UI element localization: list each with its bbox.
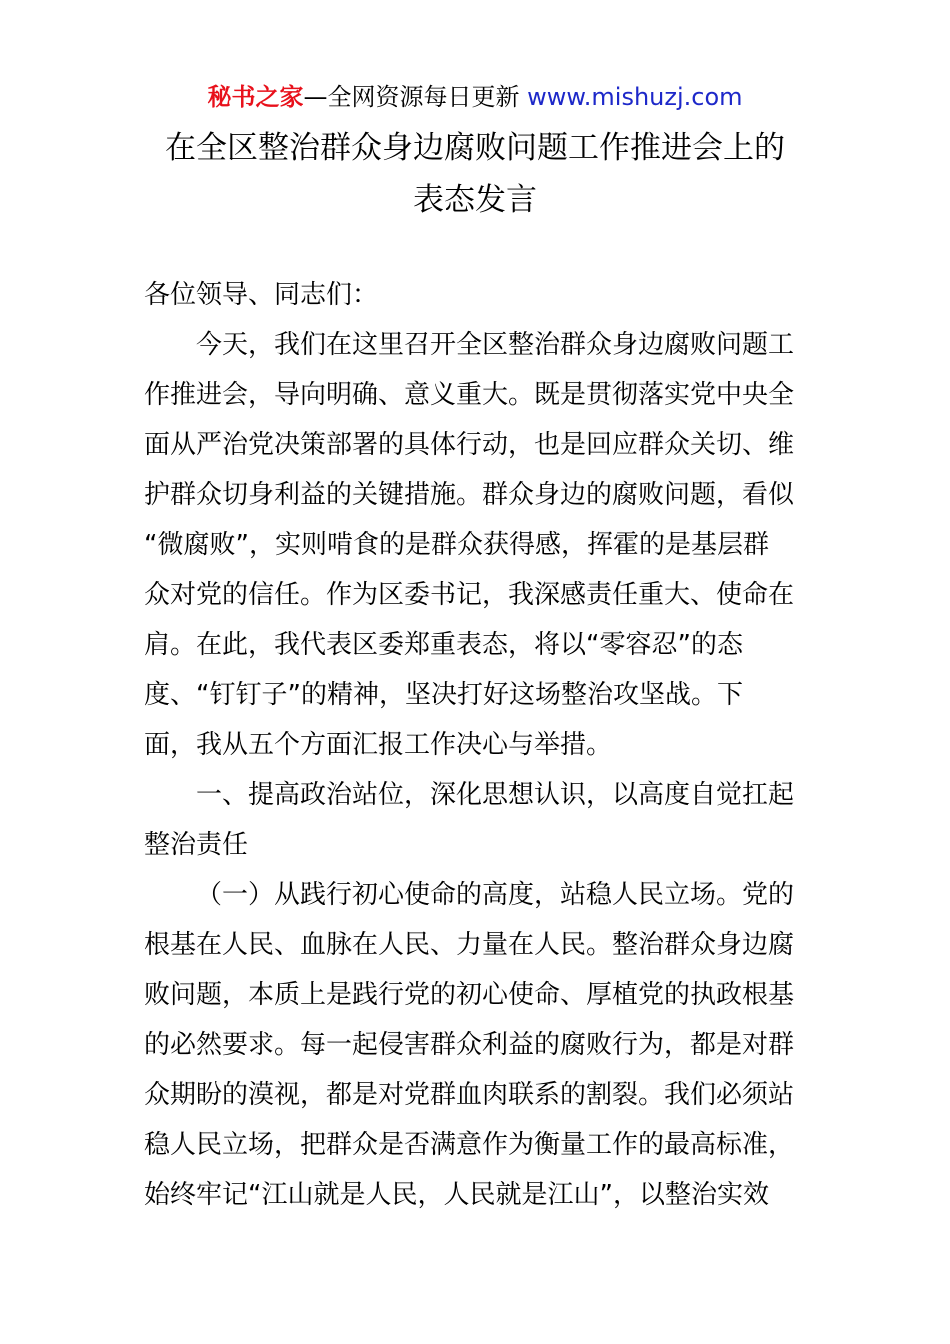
section-heading: 一、提高政治站位，深化思想认识，以高度自觉扛起	[196, 780, 795, 810]
text-line: 度、“钉钉子”的精神，坚决打好这场整治攻坚战。下	[144, 680, 743, 710]
text-line: 根基在人民、血脉在人民、力量在人民。整治群众身边腐	[144, 930, 795, 960]
site-tagline: —全网资源每日更新	[303, 83, 528, 111]
text-line: “微腐败”，实则啃食的是群众获得感，挥霍的是基层群	[144, 530, 769, 560]
site-url-link[interactable]: www.mishuzj.com	[527, 83, 743, 111]
title-line-2: 表态发言	[413, 182, 537, 218]
text-line: 的必然要求。每一起侵害群众利益的腐败行为，都是对群	[144, 1030, 795, 1060]
document-body	[144, 270, 824, 1220]
site-brand: 秘书之家	[207, 83, 304, 111]
text-line: 作推进会，导向明确、意义重大。既是贯彻落实党中央全	[144, 380, 795, 410]
text-line: 面从严治党决策部署的具体行动，也是回应群众关切、维	[144, 430, 795, 460]
text-line: 败问题，本质上是践行党的初心使命、厚植党的执政根基	[144, 980, 795, 1010]
text-line: （一）从践行初心使命的高度，站稳人民立场。党的	[196, 880, 795, 910]
text-line: 肩。在此，我代表区委郑重表态，将以“零容忍”的态	[144, 630, 743, 660]
text-line: 护群众切身利益的关键措施。群众身边的腐败问题，看似	[144, 480, 795, 510]
text-line: 今天，我们在这里召开全区整治群众身边腐败问题工	[196, 330, 795, 360]
salutation: 各位领导、同志们：	[144, 280, 379, 310]
site-header	[0, 80, 950, 114]
document-title	[0, 122, 950, 226]
text-line: 众期盼的漠视，都是对党群血肉联系的割裂。我们必须站	[144, 1080, 795, 1110]
title-line-1: 在全区整治群众身边腐败问题工作推进会上的	[165, 130, 785, 166]
text-line: 始终牢记“江山就是人民，人民就是江山”，以整治实效	[144, 1180, 769, 1210]
section-heading: 整治责任	[144, 830, 249, 860]
text-line: 面，我从五个方面汇报工作决心与举措。	[144, 730, 613, 760]
text-line: 众对党的信任。作为区委书记，我深感责任重大、使命在	[144, 580, 795, 610]
text-line: 稳人民立场，把群众是否满意作为衡量工作的最高标准，	[144, 1130, 795, 1160]
